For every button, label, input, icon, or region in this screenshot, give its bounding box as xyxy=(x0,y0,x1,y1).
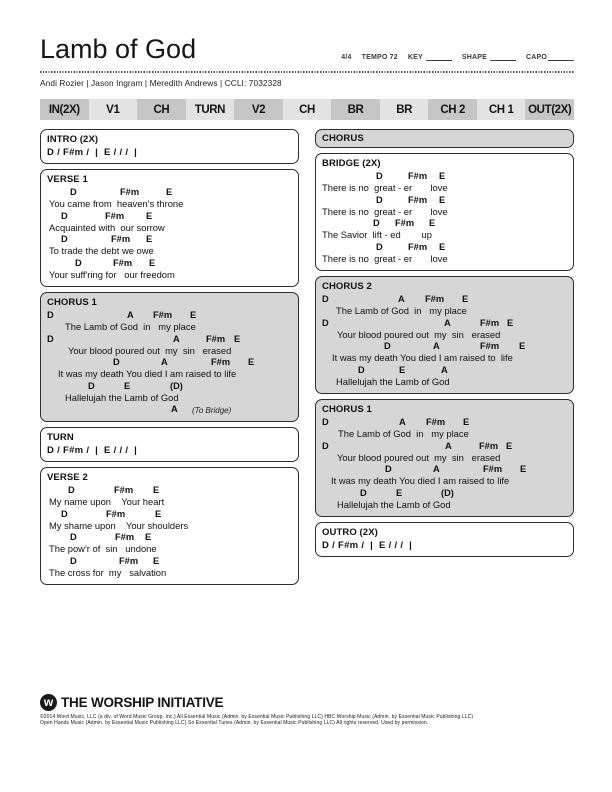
section-title: OUTRO (2X) xyxy=(322,527,378,538)
chord: A xyxy=(161,357,168,367)
chord: E xyxy=(153,555,160,566)
section-left-verse-1 xyxy=(40,169,299,287)
lyric-line: The Lamb of God in my place xyxy=(336,305,467,316)
lyric-line-group xyxy=(47,234,292,257)
chord: A xyxy=(127,310,134,320)
chord: A xyxy=(399,417,406,427)
chord-line xyxy=(322,365,567,376)
section-left-verse-2 xyxy=(40,467,299,585)
chord-line xyxy=(47,509,292,520)
chord-progression: D / F#m / | E / / / | xyxy=(322,540,413,551)
chord: E xyxy=(149,257,156,268)
chord: E xyxy=(234,333,241,344)
shape-label: SHAPE xyxy=(461,54,487,61)
chord: D xyxy=(61,234,68,244)
chord-line xyxy=(47,334,292,345)
chord: E xyxy=(520,464,527,474)
lyric-line-group xyxy=(47,211,292,234)
nav-section-ch-1: CH 1 xyxy=(477,99,526,120)
chord: A xyxy=(441,364,448,375)
chord: F#m xyxy=(113,257,133,268)
section-right-bridge-2x xyxy=(315,153,574,271)
chord: D xyxy=(358,364,365,375)
lyric-line: The pow'r of sin undone xyxy=(49,543,157,554)
copyright-line-2: Open Hands Music (Admin. by Essential Music Publishing LLC) So Essential Tunes (Admin. by Essential Music Publishing LLC) All rights reserved. Used by permission. xyxy=(40,720,429,727)
chord: F#m xyxy=(408,194,428,205)
section-left-chorus-1 xyxy=(40,292,299,422)
chord: A xyxy=(433,464,440,474)
chart-columns xyxy=(40,129,574,590)
chord: A xyxy=(173,333,180,344)
chord-progression: D / F#m / | E / / / | xyxy=(47,147,138,158)
section-left-turn xyxy=(40,427,299,462)
chord: D xyxy=(61,508,68,519)
chord-line xyxy=(47,187,292,198)
section-title: INTRO (2X) xyxy=(47,134,99,145)
column-left xyxy=(40,129,299,590)
lyric-line: Your blood poured out my sin erased xyxy=(337,328,501,340)
chord-line xyxy=(47,258,292,269)
nav-section-in-2x: IN(2X) xyxy=(40,99,89,120)
lyric-line: Your blood poured out my sin erased xyxy=(68,344,232,356)
lyric-line-group xyxy=(47,310,292,333)
section-right-chorus xyxy=(315,129,574,148)
worship-initiative-logo-icon: w xyxy=(40,694,57,711)
chord-line xyxy=(47,404,292,415)
chord: E xyxy=(146,210,153,221)
chord: D xyxy=(322,294,329,304)
chord: (D) xyxy=(170,380,183,391)
chord-line xyxy=(47,357,292,368)
capo-field xyxy=(526,54,574,61)
key-label: KEY xyxy=(407,54,423,61)
chord: F#m xyxy=(408,241,428,252)
brand-name: THE WORSHIP INITIATIVE xyxy=(61,695,224,710)
lyric-line: It was my death You died I am raised to life xyxy=(331,475,510,486)
lyric-line-group xyxy=(47,334,292,357)
chord: E xyxy=(519,341,526,351)
lyric-line: My name upon Your heart xyxy=(49,496,165,507)
chord-line xyxy=(47,310,292,321)
chord-line xyxy=(322,318,567,329)
chord: D xyxy=(70,532,77,542)
chord: A xyxy=(445,440,452,451)
lyric-line-group xyxy=(322,488,567,511)
chord-line xyxy=(47,556,292,567)
authors-line: Andi Rozier | Jason Ingram | Meredith Andrews | CCLI: 7032328 xyxy=(40,78,282,88)
chord: E xyxy=(462,294,469,304)
lyric-line-group xyxy=(47,381,292,404)
column-right xyxy=(315,129,574,590)
nav-section-out-2x: OUT(2X) xyxy=(525,99,574,120)
chord: E xyxy=(145,532,152,542)
chord-progression: D / F#m / | E / / / | xyxy=(47,445,138,456)
chord: D xyxy=(75,257,82,268)
chord: F#m xyxy=(480,317,500,328)
lyric-line: Hallelujah the Lamb of God xyxy=(336,375,450,387)
lyric-line: The Lamb of God in my place xyxy=(65,321,196,332)
chord-line xyxy=(322,341,567,352)
chord: D xyxy=(385,464,392,474)
shape-blank-line xyxy=(490,54,516,61)
chord: F#m xyxy=(106,508,126,519)
lyric-line: Hallelujah the Lamb of God xyxy=(337,498,451,510)
song-meta xyxy=(341,54,574,61)
section-title: BRIDGE (2X) xyxy=(322,158,381,169)
chord: D xyxy=(322,440,329,451)
chord-line xyxy=(47,532,292,543)
chord: D xyxy=(322,317,329,328)
key-field xyxy=(408,54,452,61)
chord-line xyxy=(322,417,567,428)
chord: D xyxy=(47,333,54,344)
lyric-line: My shame upon Your shoulders xyxy=(49,519,189,531)
chord: D xyxy=(373,218,380,228)
lyric-line-group xyxy=(322,341,567,364)
brand xyxy=(40,694,574,711)
chord: E xyxy=(429,218,436,228)
tempo-label: TEMPO 72 xyxy=(361,54,398,61)
chord: D xyxy=(384,341,391,351)
copyright xyxy=(40,714,574,727)
lyric-line-group xyxy=(322,171,567,194)
lyric-line-group xyxy=(322,365,567,388)
nav-section-ch: CH xyxy=(137,99,186,120)
time-signature: 4/4 xyxy=(341,54,352,61)
chord-line xyxy=(322,242,567,253)
chord: D xyxy=(113,357,120,367)
chord: F#m xyxy=(479,440,499,451)
lyric-line-group xyxy=(322,195,567,218)
chord: D xyxy=(322,417,329,427)
chord: F#m xyxy=(105,210,125,221)
lyric-line: The Lamb of God in my place xyxy=(338,428,469,439)
section-title: TURN xyxy=(47,432,74,443)
chord-line xyxy=(322,195,567,206)
shape-field xyxy=(462,54,516,61)
lyric-line-group xyxy=(322,417,567,440)
lyric-line-group xyxy=(47,556,292,579)
chord: E xyxy=(146,234,153,244)
chord: A xyxy=(171,404,178,414)
nav-section-br: BR xyxy=(380,99,429,120)
chord: F#m xyxy=(211,357,231,367)
lyric-line-group xyxy=(322,464,567,487)
chord: F#m xyxy=(206,333,226,344)
chord: E xyxy=(507,317,514,328)
chord: E xyxy=(155,508,162,519)
chord-line xyxy=(322,464,567,475)
chord-line xyxy=(322,294,567,305)
chord: A xyxy=(398,294,405,304)
lyric-line-group xyxy=(47,509,292,532)
chord: F#m xyxy=(425,294,445,304)
chord: E xyxy=(506,440,513,451)
chord: D xyxy=(70,187,77,197)
lyric-line: Hallelujah the Lamb of God xyxy=(65,391,179,403)
header xyxy=(40,36,574,63)
section-right-chorus-1 xyxy=(315,399,574,517)
lyric-line: Your suff'ring for our freedom xyxy=(49,268,175,280)
chord: E xyxy=(439,241,446,252)
chord-line xyxy=(322,218,567,229)
chord: E xyxy=(190,310,197,320)
section-title: CHORUS 1 xyxy=(322,404,372,415)
lyric-line: The Savior lift - ed up xyxy=(322,229,432,240)
lyric-line: You came from heaven's throne xyxy=(49,198,184,209)
lyric-line: There is no great - er love xyxy=(322,252,448,264)
page-content xyxy=(40,0,574,590)
lyric-line-group xyxy=(47,258,292,281)
nav-section-v1: V1 xyxy=(89,99,138,120)
lyric-line: To trade the debt we owe xyxy=(49,245,154,256)
lyric-line-group xyxy=(47,485,292,508)
song-title: Lamb of God xyxy=(40,34,197,64)
section-title: CHORUS xyxy=(322,133,364,144)
chord: E xyxy=(439,194,446,205)
chord: F#m xyxy=(114,485,134,495)
chord: D xyxy=(360,487,367,498)
chord: E xyxy=(153,485,160,495)
nav-section-v2: V2 xyxy=(234,99,283,120)
chord: D xyxy=(68,485,75,495)
lyric-line-group xyxy=(322,441,567,464)
chord: F#m xyxy=(408,171,428,181)
section-right-chorus-2 xyxy=(315,276,574,394)
lyric-line-group xyxy=(322,318,567,341)
lyric-line: There is no great - er love xyxy=(322,205,448,217)
chord: F#m xyxy=(153,310,173,320)
section-right-outro-2x xyxy=(315,522,574,557)
chord: D xyxy=(376,241,383,252)
lyric-line: The cross for my salvation xyxy=(49,566,167,578)
chord: D xyxy=(61,210,68,221)
capo-blank-line xyxy=(548,54,574,61)
chord-line xyxy=(322,488,567,499)
nav-section-ch-2: CH 2 xyxy=(428,99,477,120)
chord: F#m xyxy=(480,341,500,351)
chord: D xyxy=(88,380,95,391)
chord: E xyxy=(463,417,470,427)
chord: D xyxy=(376,194,383,205)
lyric-line-group xyxy=(47,357,292,380)
section-title: VERSE 1 xyxy=(47,174,88,185)
section-left-intro-2x xyxy=(40,129,299,164)
nav-section-turn: TURN xyxy=(186,99,235,120)
key-blank-line xyxy=(426,54,452,61)
nav-section-br: BR xyxy=(331,99,380,120)
chord-line xyxy=(47,211,292,222)
direction-annotation: (To Bridge) xyxy=(192,405,232,415)
chord: E xyxy=(166,187,173,197)
lyric-line-group xyxy=(47,532,292,555)
lyric-line: Your blood poured out my sin erased xyxy=(337,451,501,463)
lyric-line: It was my death You died I am raised to life xyxy=(332,352,513,363)
chord: F#m xyxy=(395,218,415,228)
copyright-line-1: ©2014 Word Music, LLC (a div. of Word Music Group, Inc.) All Essential Music (Admin. by Essential Music Publishing LLC) HBC Worship Music (Admin. by Essential Music Publishing LLC) xyxy=(40,714,474,720)
chord: F#m xyxy=(115,532,135,542)
section-title: VERSE 2 xyxy=(47,472,88,483)
chord: E xyxy=(248,357,255,367)
lyric-line-group xyxy=(322,242,567,265)
chord: F#m xyxy=(119,555,139,566)
chord: E xyxy=(124,380,131,391)
section-title: CHORUS 1 xyxy=(47,297,97,308)
dotted-divider xyxy=(40,71,574,73)
chord: E xyxy=(396,487,403,498)
chord: (D) xyxy=(441,487,454,498)
chord: A xyxy=(444,317,451,328)
lyric-line-group xyxy=(322,294,567,317)
chord-line xyxy=(47,485,292,496)
capo-label: CAPO xyxy=(525,54,547,61)
chord-line xyxy=(47,381,292,392)
chord: F#m xyxy=(426,417,446,427)
lyric-line: It was my death You died I am raised to life xyxy=(58,368,237,379)
footer xyxy=(40,694,574,727)
chord: D xyxy=(376,171,383,181)
chord-line xyxy=(322,441,567,452)
chord: F#m xyxy=(120,187,140,197)
chord: A xyxy=(433,341,440,351)
section-title: CHORUS 2 xyxy=(322,281,372,292)
chord: D xyxy=(70,555,77,566)
section-nav-bar xyxy=(40,99,574,120)
lyric-line: Acquainted with our sorrow xyxy=(49,221,165,233)
lyric-line-group xyxy=(47,187,292,210)
chord-line xyxy=(47,234,292,245)
lyric-line-group xyxy=(322,218,567,241)
chord: F#m xyxy=(483,464,503,474)
chord: E xyxy=(439,171,446,181)
chord: F#m xyxy=(111,234,131,244)
lyric-line: There is no great - er love xyxy=(322,182,448,193)
chord: D xyxy=(47,310,54,320)
chord-line xyxy=(322,171,567,182)
nav-section-ch: CH xyxy=(283,99,332,120)
lyric-line-group xyxy=(47,404,292,415)
chord: E xyxy=(399,364,406,375)
